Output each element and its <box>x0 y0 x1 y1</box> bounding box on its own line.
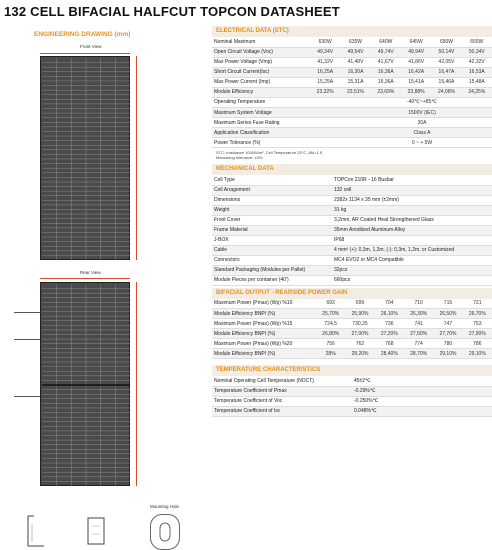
table-row <box>212 329 492 339</box>
rear-cell-grid <box>42 284 130 486</box>
table-cell: 693 <box>316 299 345 309</box>
table-cell: 16,53A <box>462 67 492 77</box>
table-cell: 49,74V <box>371 47 401 57</box>
table-row <box>212 235 492 245</box>
table-cell: 756 <box>316 339 345 349</box>
table-cell: 31 kg <box>332 205 492 215</box>
table-cell: Maximum Power (Pmax) (Wp) %15 <box>212 319 316 329</box>
table-cell: 50,34V <box>462 47 492 57</box>
table-row <box>212 185 492 195</box>
table-row <box>212 376 492 386</box>
table-cell: 49,94V <box>401 47 431 57</box>
table-cell: 25,70% <box>316 309 345 319</box>
table-cell: 753 <box>463 319 492 329</box>
table-cell: 42,32V <box>462 57 492 67</box>
table-row <box>212 37 492 47</box>
table-cell: 660pcs <box>332 275 492 285</box>
table-cell: -0.250%℃ <box>352 396 492 406</box>
table-row <box>212 309 492 319</box>
table-cell: 747 <box>433 319 462 329</box>
table-cell: Power Tolerance (%) <box>212 138 352 148</box>
table-cell: 23,69% <box>371 87 401 97</box>
table-cell: Open Circuit Voltage (Voc) <box>212 47 310 57</box>
mounting-hole-label: Mounting Hole <box>150 504 180 509</box>
table-cell: 635W <box>340 37 370 47</box>
table-cell: Front Cover <box>212 215 332 225</box>
table-cell: Operating Temperature <box>212 98 352 108</box>
table-row <box>212 195 492 205</box>
table-cell: 27,90% <box>463 329 492 339</box>
table-cell: 27,70% <box>433 329 462 339</box>
table-cell: 655W <box>462 37 492 47</box>
table-cell: 704 <box>375 299 404 309</box>
table-cell: Maximum Series Fuse Rating <box>212 118 352 128</box>
table-row <box>212 128 492 138</box>
table-cell: 0 ~ + 5W <box>352 138 492 148</box>
table-cell: Frame Material <box>212 225 332 235</box>
table-cell: 1500V (IEC) <box>352 108 492 118</box>
table-row <box>212 275 492 285</box>
table-cell: Short Circuit Current(Isc) <box>212 67 310 77</box>
front-cell-grid <box>42 58 130 260</box>
table-cell: 736 <box>375 319 404 329</box>
width-dimension-line <box>40 53 130 54</box>
table-cell: 41,67V <box>371 57 401 67</box>
table-row <box>212 98 492 108</box>
table-cell: Module Efficiency BNPI (%) <box>212 349 316 359</box>
table-cell: 28,70% <box>404 349 433 359</box>
table-row <box>212 215 492 225</box>
table-row <box>212 339 492 349</box>
table-cell: Max Power Current (Imp) <box>212 77 310 87</box>
table-row <box>212 57 492 67</box>
stc-note-line: STC: Irradiance 1000W/m², Cell Temperature 25°C, AM=1.5 <box>216 150 323 155</box>
table-cell: 724,5 <box>316 319 345 329</box>
table-cell: 26,30% <box>404 309 433 319</box>
table-row <box>212 67 492 77</box>
table-cell: Module Efficiency BNPI (%) <box>212 309 316 319</box>
table-row <box>212 175 492 185</box>
table-row <box>212 255 492 265</box>
table-cell: 42,05V <box>431 57 461 67</box>
table-cell: MC4 EVO2 or MC4 Compatible <box>332 255 492 265</box>
table-cell: 730,25 <box>345 319 374 329</box>
table-row <box>212 77 492 87</box>
table-cell: 741 <box>404 319 433 329</box>
front-view-panel <box>40 56 130 260</box>
table-row <box>212 118 492 128</box>
table-cell: 41,32V <box>310 57 340 67</box>
table-row <box>212 349 492 359</box>
table-cell: 29,10% <box>433 349 462 359</box>
bifacial-table <box>212 299 492 360</box>
table-cell: 16,36A <box>371 67 401 77</box>
table-row <box>212 138 492 148</box>
table-cell: Max Power Voltage (Vmp) <box>212 57 310 67</box>
drawing-title: ENGINEERING DRAWING (mm) <box>34 31 131 38</box>
table-cell: 25,90% <box>345 309 374 319</box>
table-row <box>212 205 492 215</box>
table-cell: 27,50% <box>404 329 433 339</box>
table-cell: 630W <box>310 37 340 47</box>
engineering-drawing <box>0 26 206 550</box>
table-cell: 26,50% <box>433 309 462 319</box>
electrical-single-table <box>212 98 492 149</box>
table-cell: 715 <box>433 299 462 309</box>
electrical-table <box>212 37 492 98</box>
table-cell: 132 cell <box>332 185 492 195</box>
table-cell: Dimensions <box>212 195 332 205</box>
table-cell: 710 <box>404 299 433 309</box>
table-cell: 49,54V <box>340 47 370 57</box>
table-cell: 26,80% <box>316 329 345 339</box>
table-cell: 23,32% <box>310 87 340 97</box>
table-cell: 4 mm² (+): 0,3m, 1,2m. (-): 0,3m, 1,2m. or Customized <box>332 245 492 255</box>
rear-width-dimension-line <box>40 278 130 279</box>
bifacial-title: BIFACIAL OUTPUT - REARSIDE POWER GAIN <box>212 288 492 299</box>
table-cell: 645W <box>401 37 431 47</box>
table-cell: -40℃~+85℃ <box>352 98 492 108</box>
table-cell: 721 <box>463 299 492 309</box>
table-cell: Standard Packaging (Modules per Pallet) <box>212 265 332 275</box>
table-cell: 699 <box>345 299 374 309</box>
table-cell: 15,36A <box>371 77 401 87</box>
table-cell: Module Pieces per container (40') <box>212 275 332 285</box>
table-cell: Module Efficiency <box>212 87 310 97</box>
table-cell: 41,86V <box>401 57 431 67</box>
table-row <box>212 245 492 255</box>
table-cell: Weight <box>212 205 332 215</box>
table-cell: 768 <box>375 339 404 349</box>
table-cell: Cell Type <box>212 175 332 185</box>
temperature-title: TEMPERATURE CHARACTERISTICS <box>212 365 492 376</box>
table-row <box>212 299 492 309</box>
mounting-hole-detail <box>150 514 180 550</box>
rear-view-panel <box>40 282 130 486</box>
table-cell: 640W <box>371 37 401 47</box>
table-cell: 29,10% <box>463 349 492 359</box>
table-cell: Maximum System Voltage <box>212 108 352 118</box>
table-cell: 15,41A <box>401 77 431 87</box>
table-cell: 0.048%℃ <box>352 406 492 416</box>
rear-view-label: Rear View <box>80 270 101 275</box>
table-cell: 50,14V <box>431 47 461 57</box>
table-cell: 26,10% <box>375 309 404 319</box>
front-view-label: Front View <box>80 44 102 49</box>
temperature-table <box>212 376 492 417</box>
table-cell: 49,34V <box>310 47 340 57</box>
table-cell: 650W <box>431 37 461 47</box>
table-cell: 762 <box>345 339 374 349</box>
mechanical-title: MECHANICAL DATA <box>212 164 492 175</box>
table-cell: 24,25% <box>462 87 492 97</box>
table-cell: Temperature Coefficient of Pmax <box>212 386 352 396</box>
table-cell: 28% <box>316 349 345 359</box>
table-cell: Temperature Coefficient of Isc <box>212 406 352 416</box>
table-cell: Application Classification <box>212 128 352 138</box>
stc-note-line: Measuring tolerance: ±3% <box>216 155 263 160</box>
table-cell: 16,25A <box>310 67 340 77</box>
table-cell: 780 <box>433 339 462 349</box>
table-row <box>212 386 492 396</box>
section-detail-a <box>22 514 50 548</box>
table-cell: Connectors <box>212 255 332 265</box>
table-cell: Nominal Operating Cell Temperature (NOCT) <box>212 376 352 386</box>
table-cell: 23,51% <box>340 87 370 97</box>
table-cell: 16,42A <box>401 67 431 77</box>
table-cell: 28,20% <box>345 349 374 359</box>
height-dimension-line <box>136 56 137 260</box>
table-cell: 45±2℃ <box>352 376 492 386</box>
table-cell: TOPCon 210R - 16 Busbar <box>332 175 492 185</box>
table-cell: 23,88% <box>401 87 431 97</box>
table-row <box>212 108 492 118</box>
rear-height-dimension-line <box>136 282 137 486</box>
table-row <box>212 47 492 57</box>
data-tables <box>212 24 492 417</box>
mechanical-table <box>212 175 492 286</box>
table-cell: 15,31A <box>340 77 370 87</box>
table-cell: Nominal Maximum <box>212 37 310 47</box>
table-cell: 41,48V <box>340 57 370 67</box>
table-cell: 27,00% <box>345 329 374 339</box>
table-cell: -0.29%℃ <box>352 386 492 396</box>
table-cell: 15,48A <box>462 77 492 87</box>
table-row <box>212 265 492 275</box>
table-cell: 32pcs <box>332 265 492 275</box>
section-detail-b <box>84 514 112 548</box>
table-cell: 30A <box>352 118 492 128</box>
callout-line <box>14 396 40 397</box>
page-title: 132 CELL BIFACIAL HALFCUT TOPCON DATASHEET <box>4 4 340 19</box>
table-cell: Cable <box>212 245 332 255</box>
table-cell: 16,47A <box>431 67 461 77</box>
table-cell: Module Efficiency BNPI (%) <box>212 329 316 339</box>
table-cell: 27,20% <box>375 329 404 339</box>
table-cell: IP68 <box>332 235 492 245</box>
table-cell: J-BOX <box>212 235 332 245</box>
table-row <box>212 319 492 329</box>
table-cell: Cell Arragement <box>212 185 332 195</box>
electrical-title: ELECTRICAL DATA (STC) <box>212 26 492 37</box>
table-row <box>212 406 492 416</box>
table-cell: 2382x 1134 x 35 mm (±2mm) <box>332 195 492 205</box>
callout-line <box>14 339 40 340</box>
table-cell: 15,46A <box>431 77 461 87</box>
table-cell: 16,30A <box>340 67 370 77</box>
table-cell: 786 <box>463 339 492 349</box>
callout-line <box>14 312 40 313</box>
table-cell: 774 <box>404 339 433 349</box>
table-row <box>212 396 492 406</box>
table-cell: 24,06% <box>431 87 461 97</box>
table-cell: 35mm Anodized Aluminum Alloy <box>332 225 492 235</box>
table-cell: Temperature Coefficient of Voc <box>212 396 352 406</box>
table-row <box>212 87 492 97</box>
stc-note <box>212 148 492 162</box>
table-cell: 15,25A <box>310 77 340 87</box>
table-cell: 28,40% <box>375 349 404 359</box>
table-cell: Maximum Power (Pmax) (Wp) %10 <box>212 299 316 309</box>
table-row <box>212 225 492 235</box>
table-cell: Maximum Power (Pmax) (Wp) %20 <box>212 339 316 349</box>
table-cell: 3,2mm, AR Coated Heat Strengthened Glass <box>332 215 492 225</box>
table-cell: Class A <box>352 128 492 138</box>
table-cell: 26,70% <box>463 309 492 319</box>
